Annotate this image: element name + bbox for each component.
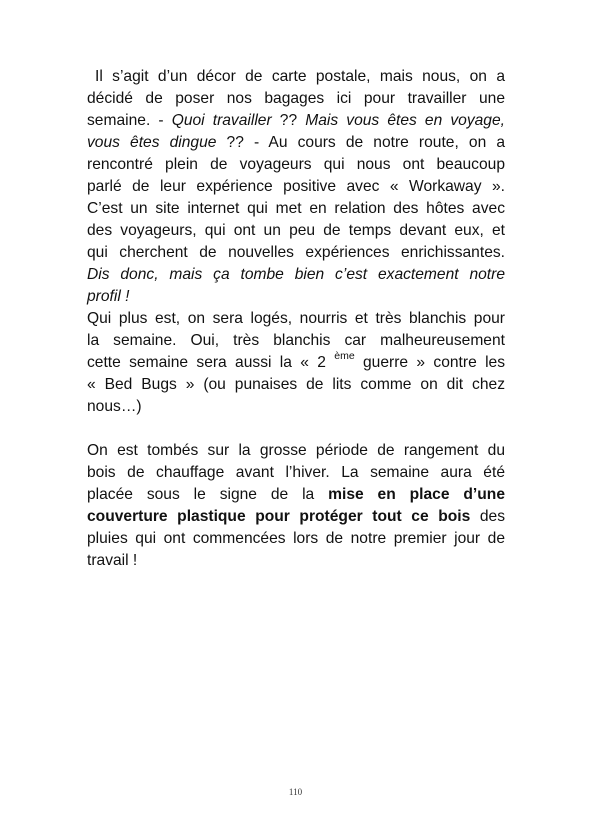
- text-line: travail !: [87, 552, 138, 569]
- text-run: des: [470, 508, 505, 525]
- text-line: Il s’agit d’un décor de carte postale, mais nous, on a: [95, 68, 505, 85]
- text-line: C’est un site internet qui met en relation des hôtes avec: [87, 200, 505, 217]
- italic-run: Quoi travailler: [171, 112, 272, 129]
- paragraph-2: [87, 440, 505, 572]
- italic-line: profil !: [87, 288, 130, 305]
- text-line: On est tombés sur la grosse période de rangement du: [87, 442, 505, 459]
- text-line: [87, 352, 505, 374]
- text-line: parlé de leur expérience positive avec « Workaway ».: [87, 178, 505, 195]
- page-number: 110: [288, 787, 303, 797]
- text-line: [87, 484, 505, 506]
- text-run: semaine. -: [87, 112, 172, 129]
- text-line: la semaine. Oui, très blanchis car malheureusement: [87, 332, 505, 349]
- paragraph-1: [87, 66, 505, 418]
- text-line: [87, 110, 505, 132]
- text-line: « Bed Bugs » (ou punaises de lits comme on dit chez: [87, 376, 505, 393]
- text-line: [87, 132, 505, 154]
- text-run: cette semaine sera aussi la « 2: [87, 354, 335, 371]
- text-line: bois de chauffage avant l’hiver. La semaine aura été: [87, 464, 505, 481]
- body-text: [87, 66, 505, 572]
- italic-run: Mais vous êtes en voyage,: [305, 112, 505, 129]
- text-line: Qui plus est, on sera logés, nourris et très blanchis pour: [87, 310, 505, 327]
- bold-run: couverture plastique pour protéger tout ce bois: [87, 508, 471, 525]
- text-line: [87, 506, 505, 528]
- text-line: des voyageurs, qui ont un peu de temps devant eux, et: [87, 222, 505, 239]
- text-run: ??: [271, 112, 306, 129]
- text-line: qui cherchent de nouvelles expériences enrichissantes.: [87, 244, 505, 261]
- italic-line: Dis donc, mais ça tombe bien c’est exactement notre: [87, 266, 505, 283]
- text-line: pluies qui ont commencées lors de notre premier jour de: [87, 530, 505, 547]
- superscript: ème: [334, 350, 355, 362]
- paragraph-gap: [87, 418, 505, 440]
- text-run: guerre » contre les: [354, 354, 506, 371]
- text-line: décidé de poser nos bagages ici pour travailler une: [87, 90, 505, 107]
- text-run: placée sous le signe de la: [87, 486, 329, 503]
- text-line: nous…): [87, 398, 142, 415]
- italic-run: vous êtes dingue: [87, 134, 217, 151]
- bold-run: mise en place d’une: [328, 486, 505, 503]
- text-line: rencontré plein de voyageurs qui nous ont beaucoup: [87, 156, 505, 173]
- text-run: ?? - Au cours de notre route, on a: [216, 134, 506, 151]
